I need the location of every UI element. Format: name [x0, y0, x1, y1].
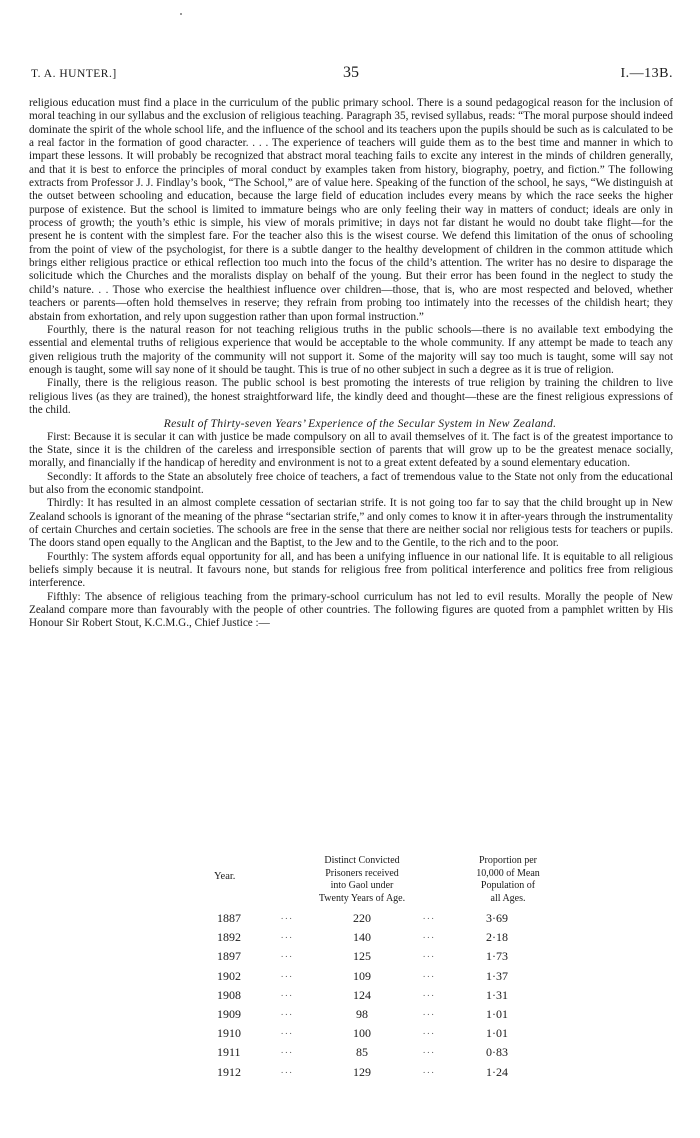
table-row [177, 969, 557, 988]
header-author: T. A. HUNTER.] [31, 68, 117, 80]
prisoners-cell: 98 [356, 1006, 368, 1021]
year-cell: 1902 [217, 968, 241, 983]
leader-dots: ... [423, 1006, 436, 1017]
table-header [177, 855, 557, 911]
table-row [177, 988, 557, 1007]
speck-mark [180, 13, 182, 15]
leader-dots: ... [423, 911, 436, 921]
column-header-prisoners-line: Prisoners received [325, 867, 399, 879]
prisoners-cell: 109 [353, 968, 371, 983]
leader-dots: ... [281, 911, 294, 921]
column-header-proportion-line: Population of [480, 880, 536, 891]
section-heading: Result of Thirty-seven Years’ Experience of the Secular System in New Zealand. [163, 417, 557, 431]
page-header [29, 64, 673, 84]
column-header-proportion-line: 10,000 of Mean [476, 867, 540, 879]
prisoners-cell: 124 [353, 987, 371, 1002]
leader-dots: ... [423, 949, 436, 960]
header-reference: I.—13B. [620, 66, 673, 81]
proportion-cell: 1·01 [486, 1006, 508, 1021]
proportion-cell: 1·31 [486, 987, 508, 1002]
leader-dots: ... [281, 1045, 294, 1056]
column-header-year: Year. [214, 871, 236, 882]
prisoners-cell: 140 [353, 930, 371, 945]
table-row [177, 1007, 557, 1026]
table-row [177, 1026, 557, 1045]
proportion-cell: 0·83 [486, 1045, 508, 1060]
year-cell: 1908 [217, 987, 241, 1002]
year-cell: 1910 [217, 1026, 241, 1041]
proportion-cell: 1·73 [486, 949, 508, 964]
table-row [177, 1065, 557, 1084]
column-header-prisoners-line: into Gaol under [330, 880, 394, 891]
paragraph-first: First: Because it is secular it can with justice be made compulsory on all to avail themselves of it. The fact is of the greatest importance to the State, since it is the children of the careless and irresponsible section of parents that will grow up to be the greatest menace socially, morally, and financially if the handicap of heredity and environment is not to a great extent defeated by a sound elementary education. [29, 430, 673, 470]
table-row [177, 930, 557, 949]
table-row [177, 1045, 557, 1064]
page-number: 35 [343, 64, 359, 81]
column-header-proportion-line: Proportion per [478, 855, 538, 866]
leader-dots: ... [423, 1026, 436, 1037]
year-cell: 1892 [217, 930, 241, 945]
year-cell: 1912 [217, 1064, 241, 1079]
proportion-cell: 1·01 [486, 1026, 508, 1041]
leader-dots: ... [423, 1045, 436, 1056]
year-cell: 1911 [217, 1045, 241, 1060]
leader-dots: ... [281, 1064, 294, 1075]
leader-dots: ... [423, 1064, 436, 1075]
proportion-cell: 1·24 [486, 1064, 508, 1079]
paragraph-thirdly: Thirdly: It has resulted in an almost complete cessation of sectarian strife. It is not going too far to say that the child brought up in New Zealand schools is ignorant of the meaning of the phrase “sectarian strife,” and only comes to know it in after-years through the instrumentality of certain Churches and certain societies. The schools are free in the sense that there are neither social nor religious tests for teachers or pupils. The doors stand open equally to the Anglican and the Baptist, to the Jew and to the Gentile, to the rich and to the poor. [29, 497, 673, 550]
table-row [177, 949, 557, 968]
leader-dots: ... [281, 930, 294, 941]
body-text [29, 97, 673, 631]
column-header-proportion [455, 855, 561, 905]
leader-dots: ... [281, 968, 294, 979]
prisoners-cell: 100 [353, 1026, 371, 1041]
table-row [177, 911, 557, 930]
column-header-proportion-line: all Ages. [490, 892, 526, 904]
column-header-prisoners-line: Twenty Years of Age. [318, 892, 406, 904]
proportion-cell: 1·37 [486, 968, 508, 983]
leader-dots: ... [281, 987, 294, 998]
column-header-prisoners-line: Distinct Convicted [324, 855, 400, 866]
prisoners-cell: 129 [353, 1064, 371, 1079]
prisoners-table [177, 855, 557, 1084]
proportion-cell: 2·18 [486, 930, 508, 945]
leader-dots: ... [423, 930, 436, 941]
paragraph-fifthly: Fifthly: The absence of religious teaching from the primary-school curriculum has not led to evil results. Morally the people of New Zealand compare more than favourably with the people of other countries. The following figures are quoted from a pamphlet written by His Honour Sir Robert Stout, K.C.M.G., Chief Justice :— [29, 590, 673, 630]
paragraph-continued: religious education must find a place in the curriculum of the public primary school. There is a sound pedagogical reason for the inclusion of moral teaching in our syllabus and the exclusion of religious teaching. Paragraph 35, revised syllabus, reads: “The moral purpose should indeed dominate the spirit of the whole school life, and the influence of the school and its teachers upon the pupils should be such as is calculated to be a real factor in the formation of good character. . . . The experience of teachers will guide them as to the best time and manner in which to impart these lessons. It will probably be recognized that abstract moral teaching fails to excite any interest in the minds of children generally, and that it is best to enforce the principles of moral conduct by examples taken from history, biography, poetry, and fiction.” The following extracts from Professor J. J. Findlay’s book, “The School,” are of value here. Speaking of the function of the school, he says, “We distinguish at the outset between schooling and education, because the large field of education includes every means by which the race seeks the higher purpose of existence. But the school is limited to immature beings who are only feeling their way in matters of conduct; ideals are only in process of growth; the youth’s ethic is simple, his view of morals primitive; in days not far distant he would no doubt take flight—for the present he is content with the simplest fare. For the teacher also this is the wisest course. We defend this limitation of the onus of schooling from the point of view of the psychologist, for there is a subtle danger to the healthy development of children in the common attitude which brings either religious practice or ethical reflection too much into the focus of the child’s attention. The writer has no desire to disparage the solicitude which the Churches and the moralists display on behalf of the young. But their error has been found in the neglect to study the child’s nature. . . Those who exercise the healthiest influence over children—those, that is, who are most respected and beloved, whether teachers or parents—often hold themselves in reserve; they refrain from probing too intimately into the recesses of the childish heart; they abstain from exhortation, and rely upon suggestion rather than upon formal instruction.” [29, 97, 673, 323]
table-body [177, 911, 557, 1084]
paragraph-secondly: Secondly: It affords to the State an absolutely free choice of teachers, a fact of tremendous value to the State not only from the educational but also from the economic standpoint. [29, 470, 673, 496]
column-header-prisoners [287, 855, 437, 905]
leader-dots: ... [423, 987, 436, 998]
paragraph-fourthly: Fourthly, there is the natural reason for not teaching religious truths in the public schools—there is no available text embodying the essential and elemental truths of religious experience that would be acceptable to the whole community. If any attempt be made to teach any given religious truth the majority of the community will not support it. Some of the majority will say too much is taught, some will say not enough is taught, some will say none of it should be taught. This is true of no other subject in such a degree as it is true of religion. [29, 323, 673, 376]
year-cell: 1909 [217, 1006, 241, 1021]
prisoners-cell: 85 [356, 1045, 368, 1060]
leader-dots: ... [423, 968, 436, 979]
paragraph-fourthly-system: Fourthly: The system affords equal opportunity for all, and has been a unifying influence in our national life. It is equitable to all religious beliefs simply because it is neutral. It favours none, but stands for religious free from political interference and politics free from religious interference. [29, 550, 673, 590]
leader-dots: ... [281, 1006, 294, 1017]
leader-dots: ... [281, 1026, 294, 1037]
prisoners-cell: 125 [353, 949, 371, 964]
proportion-cell: 3·69 [486, 911, 508, 925]
year-cell: 1897 [217, 949, 241, 964]
year-cell: 1887 [217, 911, 241, 925]
leader-dots: ... [281, 949, 294, 960]
paragraph-finally: Finally, there is the religious reason. The public school is best promoting the interests of true religion by training the children to live religious lives (as they are trained), the honest straightforward life, the kindly deed and thought—these are the finest religious expressions of the child. [29, 377, 673, 416]
prisoners-cell: 220 [353, 911, 371, 925]
